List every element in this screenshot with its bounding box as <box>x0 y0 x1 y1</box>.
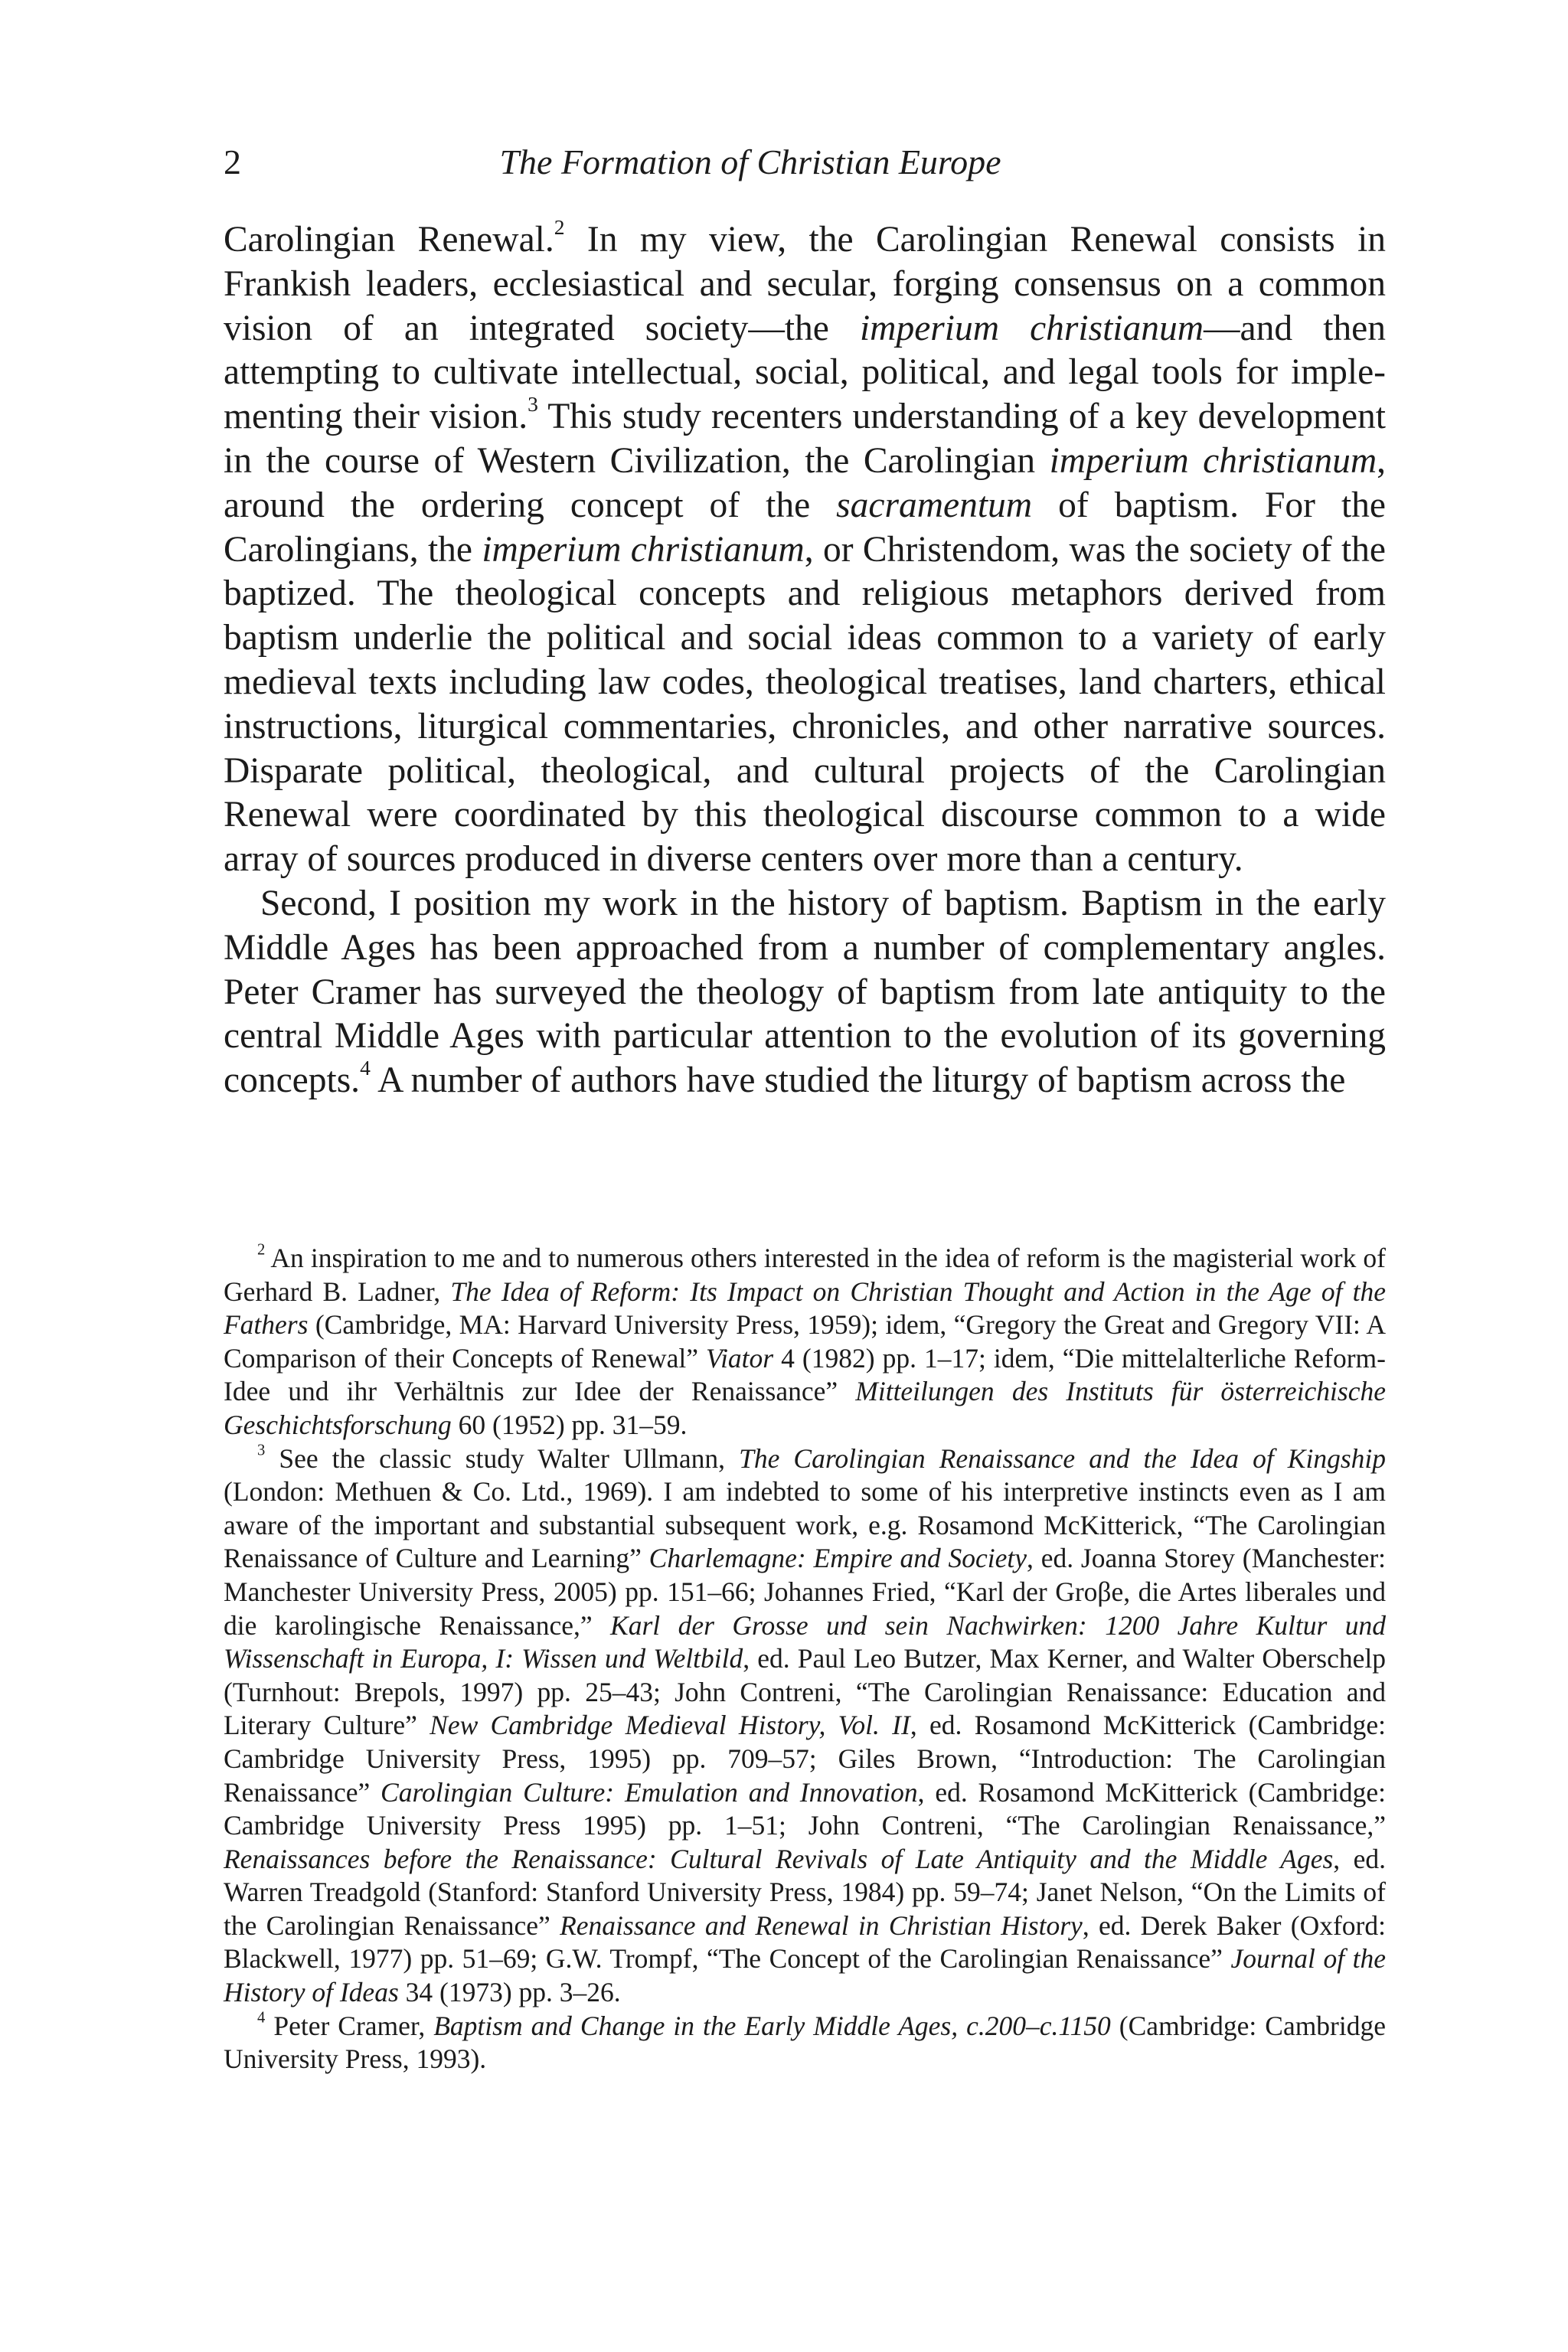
footnote-4 <box>224 2010 1386 2076</box>
text-run: This study recenters understanding of a key development in the course of Western Civilization, the Carolingian <box>224 397 1386 481</box>
text-run: , ed. Rosamond McKitterick (Cambridge: Cambridge University Press 1995) pp. 1–51; John Contreni, “The Carolingian Renaissance,” <box>224 1776 1386 1841</box>
italic-title: Mitteilungen des Instituts für österreichische Geschichtsforschung <box>224 1376 1387 1440</box>
footnote-2 <box>224 1242 1386 1442</box>
italic-title: New Cambridge Medieval History, Vol. II <box>430 1710 910 1741</box>
text-run: , or Christendom, was the society of the baptized. The theological concepts and religious metaphors derived from baptism underlie the political and social ideas common to a variety of early medieval texts including law codes, theological treatises, land charters, ethical instructions, liturgical commentaries, chronicles, and other narrative sources. Disparate political, theological, and cultural projects of the Carolingian Renewal were coordinated by this theological discourse common to a wide array of sources produced in diverse centers over more than a century. <box>224 529 1386 880</box>
italic-title: Charlemagne: Empire and Society <box>648 1543 1027 1574</box>
italic-term: imperium christianum <box>859 308 1204 348</box>
text-run: 34 (1973) pp. 3–26. <box>398 1977 621 2008</box>
text-run: 60 (1952) pp. 31–59. <box>451 1409 688 1440</box>
body-text <box>224 214 1387 1103</box>
page-number: 2 <box>224 142 241 181</box>
text-run: (Cambridge, MA: Harvard University Press, 1959); idem, “Gregory the Great and Gregory VII: A Comparison of their Concepts of Renewal” <box>224 1309 1386 1374</box>
footnotes <box>224 1242 1386 2076</box>
text-run: , ed. Paul Leo Butzer, Max Kerner, and Walter Oberschelp (Turnhout: Brepols, 1997) pp. 25–43; John Contreni, “The Carolingian Renaissance: Education and Literary Culture” <box>224 1643 1386 1741</box>
text-run: , ed. Rosamond McKitterick (Cambridge: Cambridge University Press, 1995) pp. 709–57; Giles Brown, “Introduction: The Carolingian Renaissance” <box>224 1710 1386 1808</box>
text-run: Second, I position my work in the history of baptism. Baptism in the early Middle Ages has been approached from a number of complementary angles. Peter Cramer has surveyed the theology of baptism from late antiquity to the central Middle Ages with particular attention to the evolution of its governing concepts. <box>224 883 1386 1101</box>
footnote-3 <box>224 1442 1386 2010</box>
text-run: In my view, the Carolingian Renewal consists in Frankish leaders, ecclesiastical and secular, forging consensus on a common vision of an integrated society—the <box>224 220 1387 348</box>
italic-term: imperium christianum <box>1049 440 1377 481</box>
italic-title: Baptism and Change in the Early Middle Ages, c.200–c.1150 <box>433 2010 1111 2041</box>
text-run: (Cambridge: Cambridge University Press, 1993). <box>224 2010 1386 2075</box>
italic-term: sacramentum <box>836 485 1033 525</box>
footnote-ref-2: 2 <box>554 214 565 239</box>
italic-title: The Carolingian Renaissance and the Idea of Kingship <box>739 1442 1387 1474</box>
italic-title: Viator <box>706 1342 774 1374</box>
text-run: 4 (1982) pp. 1–17; idem, “Die mittelalterliche Reform-Idee und ihr Verhältnis zur Idee der Renaissance” <box>224 1342 1386 1407</box>
text-run: Carolingian Renewal. <box>224 220 554 260</box>
footnote-number: 2 <box>257 1241 266 1259</box>
italic-title: Journal of the History of Ideas <box>224 1943 1386 2008</box>
italic-title: The Idea of Reform: Its Impact on Christian Thought and Action in the Age of the Fathers <box>224 1276 1386 1341</box>
text-run: An inspiration to me and to numerous others interested in the idea of reform is the magisterial work of Gerhard B. Ladner, <box>224 1243 1386 1307</box>
footnote-number: 3 <box>257 1442 266 1459</box>
italic-title: Renaissances before the Renaissance: Cultural Revivals of Late Antiquity and the Middle Ages <box>224 1843 1334 1874</box>
text-run: A number of authors have studied the liturgy of baptism across the <box>370 1060 1346 1101</box>
italic-title: Karl der Grosse und sein Nachwirken: 1200 Jahre Kultur und Wissenschaft in Europa, I: Wissen und Weltbild <box>224 1609 1386 1674</box>
text-run: —and then attempting to cultivate intellectual, social, political, and legal tools for implementing their vision. <box>224 308 1386 437</box>
paragraph <box>224 214 1387 882</box>
text-run: , ed. Joanna Storey (Manchester: Manchester University Press, 2005) pp. 151–66; Johannes Fried, “Karl der Groβe, die Artes liberales und die karolingische Renaissance,” <box>224 1543 1387 1641</box>
paragraph <box>224 882 1386 1103</box>
text-run: See the classic study Walter Ullmann, <box>265 1442 740 1474</box>
italic-title: Carolingian Culture: Emulation and Innovation <box>381 1776 918 1808</box>
running-head: The Formation of Christian Europe <box>499 142 1001 181</box>
text-run: Peter Cramer, <box>265 2010 434 2041</box>
text-run: , around the ordering concept of the <box>224 440 1387 525</box>
italic-title: Renaissance and Renewal in Christian History <box>560 1909 1083 1941</box>
footnote-ref-3: 3 <box>528 392 538 416</box>
text-run: , ed. Warren Treadgold (Stanford: Stanford University Press, 1984) pp. 59–74; Janet Nelson, “On the Limits of the Carolingian Renaissance” <box>224 1843 1386 1941</box>
text-run: of baptism. For the Carolingians, the <box>224 485 1387 570</box>
footnote-ref-4: 4 <box>360 1056 371 1080</box>
text-run: , ed. Derek Baker (Oxford: Blackwell, 1977) pp. 51–69; G.W. Trompf, “The Concept of the Carolingian Renaissance” <box>224 1909 1386 1975</box>
footnote-number: 4 <box>257 2009 266 2027</box>
text-run: (London: Methuen & Co. Ltd., 1969). I am indebted to some of his interpretive instincts even as I am aware of the important and substantial subsequent work, e.g. Rosamond McKitterick, “The Carolingian Renaissance of Culture and Learning” <box>224 1476 1386 1574</box>
italic-term: imperium christianum <box>482 529 805 570</box>
